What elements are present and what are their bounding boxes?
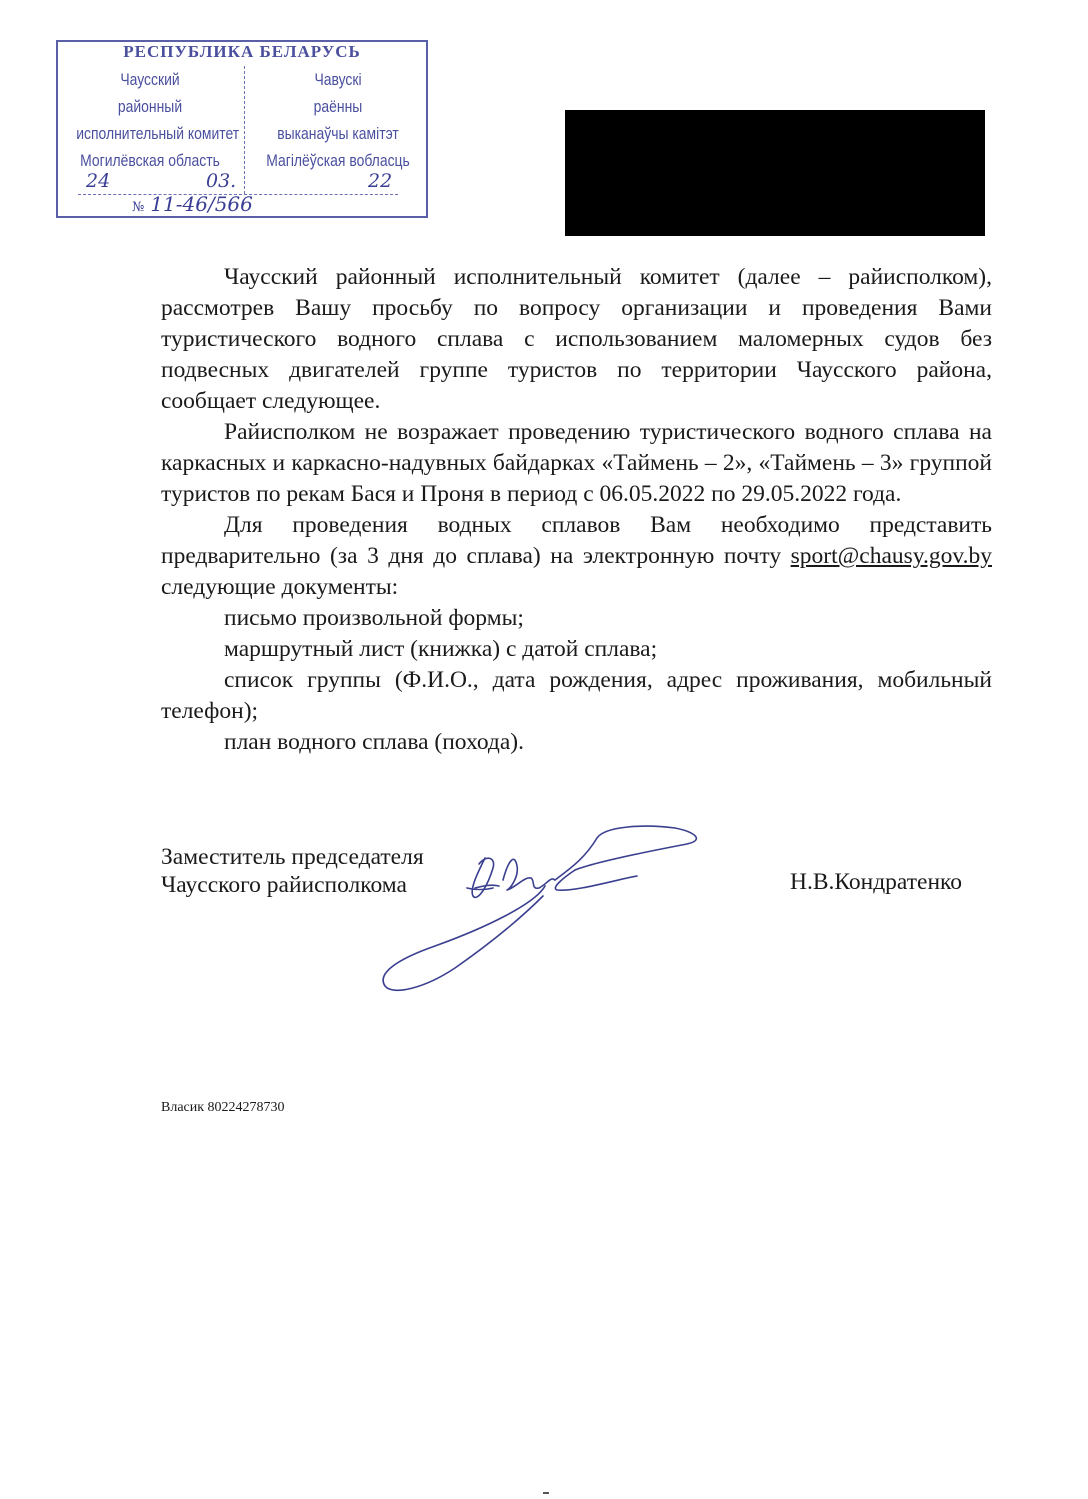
paragraph-3-tail: следующие документы: bbox=[161, 574, 399, 600]
stamp-number-value: 11-46/566 bbox=[150, 192, 253, 216]
stamp-number bbox=[132, 192, 253, 216]
document-list-item: письмо произвольной формы; bbox=[224, 605, 524, 631]
signatory-title-line-1: Заместитель председателя bbox=[161, 844, 424, 870]
stamp-right-line: раённы bbox=[313, 97, 363, 116]
stamp-right-line: Чавускі bbox=[314, 70, 362, 89]
stamp-right-column bbox=[248, 66, 428, 174]
stamp-date-month: 03. bbox=[206, 170, 237, 192]
stamp-right-line: Магілёўская вобласць bbox=[266, 151, 410, 170]
stamp-right-line: выканаўчы камітэт bbox=[277, 124, 399, 143]
stamp-left-line: исполнительный комитет bbox=[76, 124, 240, 143]
stamp-left-line: Чаусский bbox=[120, 70, 180, 89]
paragraph-1: Чаусский районный исполнительный комитет (далее – райисполком), рассмотрев Вашу просьбу по вопросу организации и проведения Вами туристического водного сплава с использованием маломерных судов без подвесных двигателей группе туристов по территории Чаусского района, сообщает следующее. bbox=[161, 264, 992, 414]
signatory-name: Н.В.Кондратенко bbox=[790, 869, 963, 895]
handwritten-signature bbox=[375, 818, 715, 998]
page-mark bbox=[543, 1492, 549, 1494]
document-list-item: список группы (Ф.И.О., дата рождения, адрес проживания, мобильный телефон); bbox=[161, 667, 992, 724]
stamp-left-line: районный bbox=[117, 97, 183, 116]
paragraph-2: Райисполком не возражает проведению туристического водного сплава на каркасных и каркасно-надувных байдарках «Таймень – 2», «Таймень – 3» группой туристов по рекам Бася и Проня в период с 06.05.2022 по 29.05.2022 года. bbox=[161, 419, 992, 507]
stamp-date-day: 24 bbox=[86, 170, 111, 192]
stamp-left-line: Могилёвская область bbox=[80, 151, 220, 170]
registration-stamp bbox=[56, 40, 428, 218]
email-link[interactable]: sport@chausy.gov.by bbox=[790, 543, 992, 569]
signatory-title-line-2: Чаусского райисполкома bbox=[161, 872, 407, 898]
stamp-header: РЕСПУБЛИКА БЕЛАРУСЬ bbox=[123, 42, 361, 61]
letter-body bbox=[161, 262, 992, 758]
stamp-number-prefix: № bbox=[132, 200, 145, 215]
stamp-divider bbox=[244, 66, 245, 194]
document-list-item: маршрутный лист (книжка) с датой сплава; bbox=[224, 636, 658, 662]
paragraph-3 bbox=[161, 510, 992, 603]
stamp-date-year: 22 bbox=[368, 170, 393, 192]
paragraph-3-text: Для проведения водных сплавов Вам необходимо представить предварительно (за 3 дня до сплава) на электронную почту bbox=[161, 512, 992, 569]
executor-contact: Власик 80224278730 bbox=[161, 1100, 285, 1115]
document-list-item: план водного сплава (похода). bbox=[224, 729, 524, 755]
redacted-addressee bbox=[565, 110, 985, 236]
stamp-left-column bbox=[60, 66, 240, 174]
